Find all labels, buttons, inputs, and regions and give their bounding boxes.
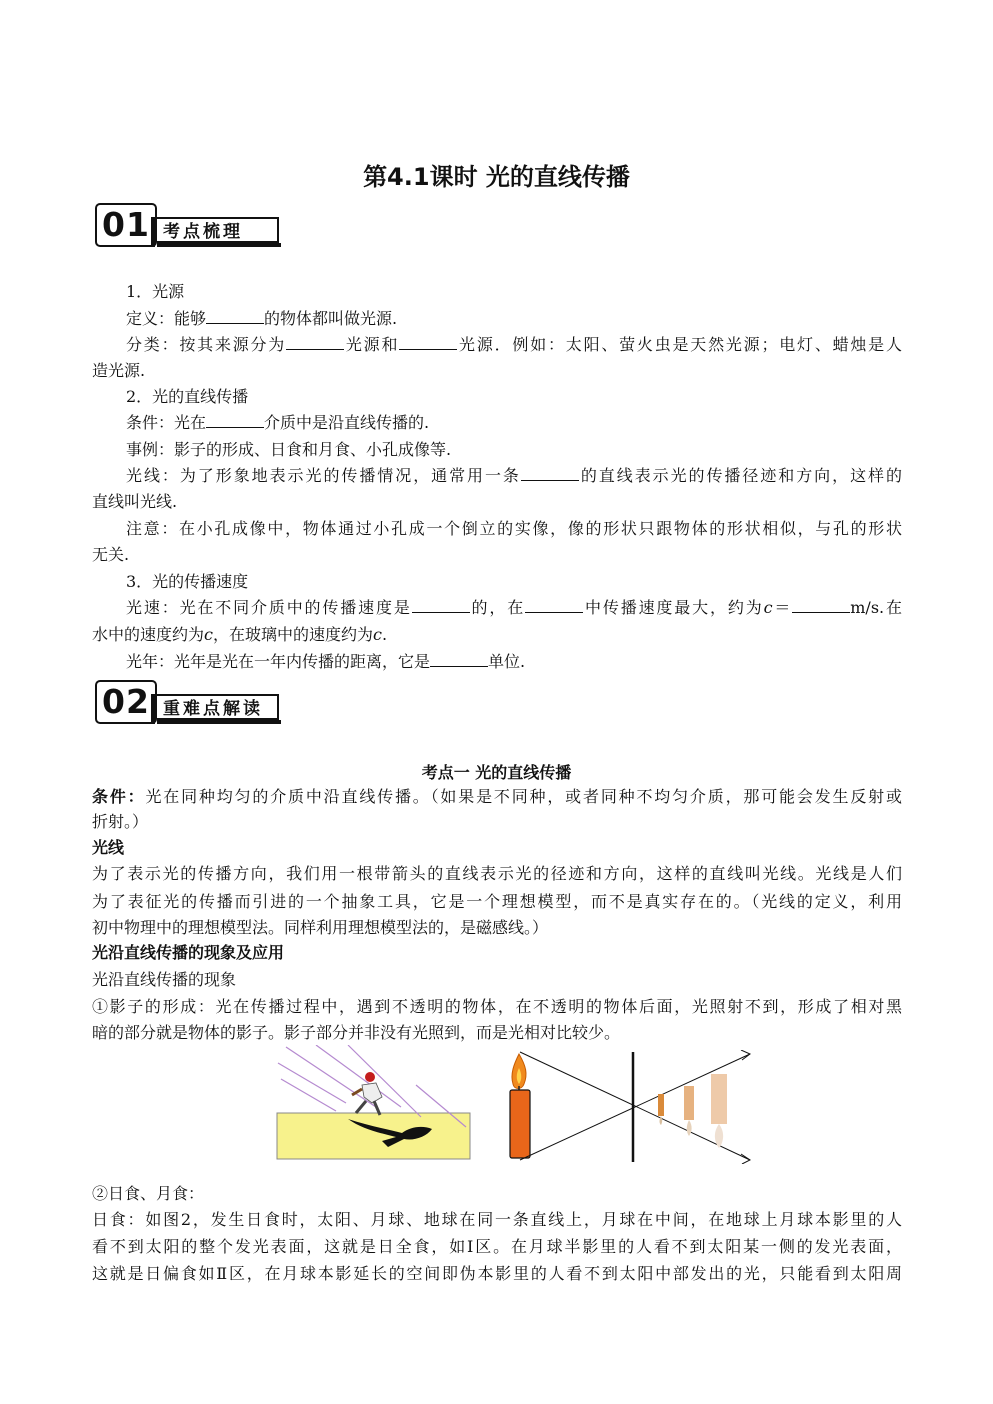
condition-paragraph: 条件：光在同种均匀的介质中沿直线传播。（如果是不同种，或者同种不均匀介质，那可能会发生反射或 — [92, 787, 902, 806]
definition-line: 定义：能够 的物体都叫做光源. — [126, 309, 398, 328]
examples-line: 事例：影子的形成、日食和月食、小孔成像等. — [126, 440, 452, 459]
section-label-shadow — [157, 720, 281, 724]
pinhole-figure — [500, 1050, 755, 1164]
shadow-paragraph-1: ①影子的形成：光在传播过程中，遇到不透明的物体，在不透明的物体后面，光照射不到，形成了相对黑 — [92, 997, 902, 1016]
application-heading: 光沿直线传播的现象及应用 — [92, 943, 285, 962]
ray-line: 光线：为了形象地表示光的传播情况，通常用一条 的直线表示光的传播径迹和方向，这样的 — [126, 466, 902, 485]
note-line: 注意：在小孔成像中，物体通过小孔成一个倒立的实像，像的形状只跟物体的形状相似，与孔的形状 — [126, 519, 902, 538]
fill-blank — [412, 598, 470, 613]
section-number: 01 — [95, 203, 157, 247]
inverted-images — [658, 1074, 727, 1148]
light-year-line: 光年：光年是光在一年内传播的距离，它是 单位. — [126, 652, 526, 671]
fill-blank — [430, 652, 488, 667]
condition-paragraph-cont: 折射。） — [92, 812, 149, 831]
shadow-paragraph-2: 暗的部分就是物体的影子。影子部分并非没有光照到，而是光相对比较少。 — [92, 1023, 621, 1042]
classification-line: 分类：按其来源分为 光源和 光源．例如：太阳、萤火虫是天然光源；电灯、蜡烛是人 — [126, 335, 902, 354]
page-title: 第4.1课时 光的直线传播 — [363, 163, 630, 191]
condition-line: 条件：光在 介质中是沿直线传播的. — [126, 413, 430, 432]
eclipse-paragraph-1: 日食：如图2，发生日食时，太阳、月球、地球在同一条直线上，月球在中间，在地球上月球本影里的人 — [92, 1210, 902, 1229]
shadow-figure — [276, 1045, 472, 1161]
fill-blank — [399, 335, 457, 350]
fill-blank — [206, 413, 264, 428]
candle-body — [510, 1090, 530, 1158]
fill-blank — [286, 335, 344, 350]
eclipse-paragraph-3: 这就是日偏食如Ⅱ区，在月球本影延长的空间即伪本影里的人看不到太阳中部发出的光，只能看到太阳周 — [92, 1264, 902, 1283]
fill-blank — [206, 309, 264, 324]
fill-blank — [525, 598, 583, 613]
ray-paragraph-3: 初中物理中的理想模型法。同样利用理想模型法的，是磁感线。） — [92, 918, 549, 937]
player-figure — [352, 1072, 382, 1115]
eclipse-paragraph-2: 看不到太阳的整个发光表面，这就是日全食，如Ⅰ区。在月球半影里的人看不到太阳某一侧的发光表面， — [92, 1237, 902, 1256]
heading-straight-line: 2．光的直线传播 — [126, 387, 249, 406]
ground-area — [277, 1113, 470, 1159]
ray-paragraph-1: 为了表示光的传播方向，我们用一根带箭头的直线表示光的径迹和方向，这样的直线叫光线。光线是人们 — [92, 864, 902, 883]
section-label: 重难点解读 — [157, 694, 279, 720]
ray-paragraph-2: 为了表征光的传播而引进的一个抽象工具，它是一个理想模型，而不是真实存在的。（光线的定义，利用 — [92, 892, 902, 911]
speed-line-cont: 水中的速度约为c，在玻璃中的速度约为c. — [92, 625, 388, 644]
note-line-cont: 无关. — [92, 545, 130, 564]
ray-heading: 光线 — [92, 838, 125, 857]
heading-light-source: 1．光源 — [126, 282, 185, 301]
classification-line-cont: 造光源. — [92, 361, 146, 380]
fill-blank — [521, 466, 579, 481]
phenomena-subheading: 光沿直线传播的现象 — [92, 970, 237, 989]
fill-blank — [792, 598, 850, 613]
ray-line-cont: 直线叫光线. — [92, 492, 178, 511]
speed-line: 光速：光在不同介质中的传播速度是 的，在 中传播速度最大，约为c＝ m/s.在 — [126, 598, 902, 617]
section-label-shadow — [157, 243, 281, 247]
key-point-title: 考点一 光的直线传播 — [421, 763, 572, 782]
heading-speed: 3．光的传播速度 — [126, 572, 249, 591]
section-number: 02 — [95, 680, 157, 724]
eclipse-heading: ②日食、月食： — [92, 1184, 205, 1203]
section-label: 考点梳理 — [157, 217, 279, 243]
